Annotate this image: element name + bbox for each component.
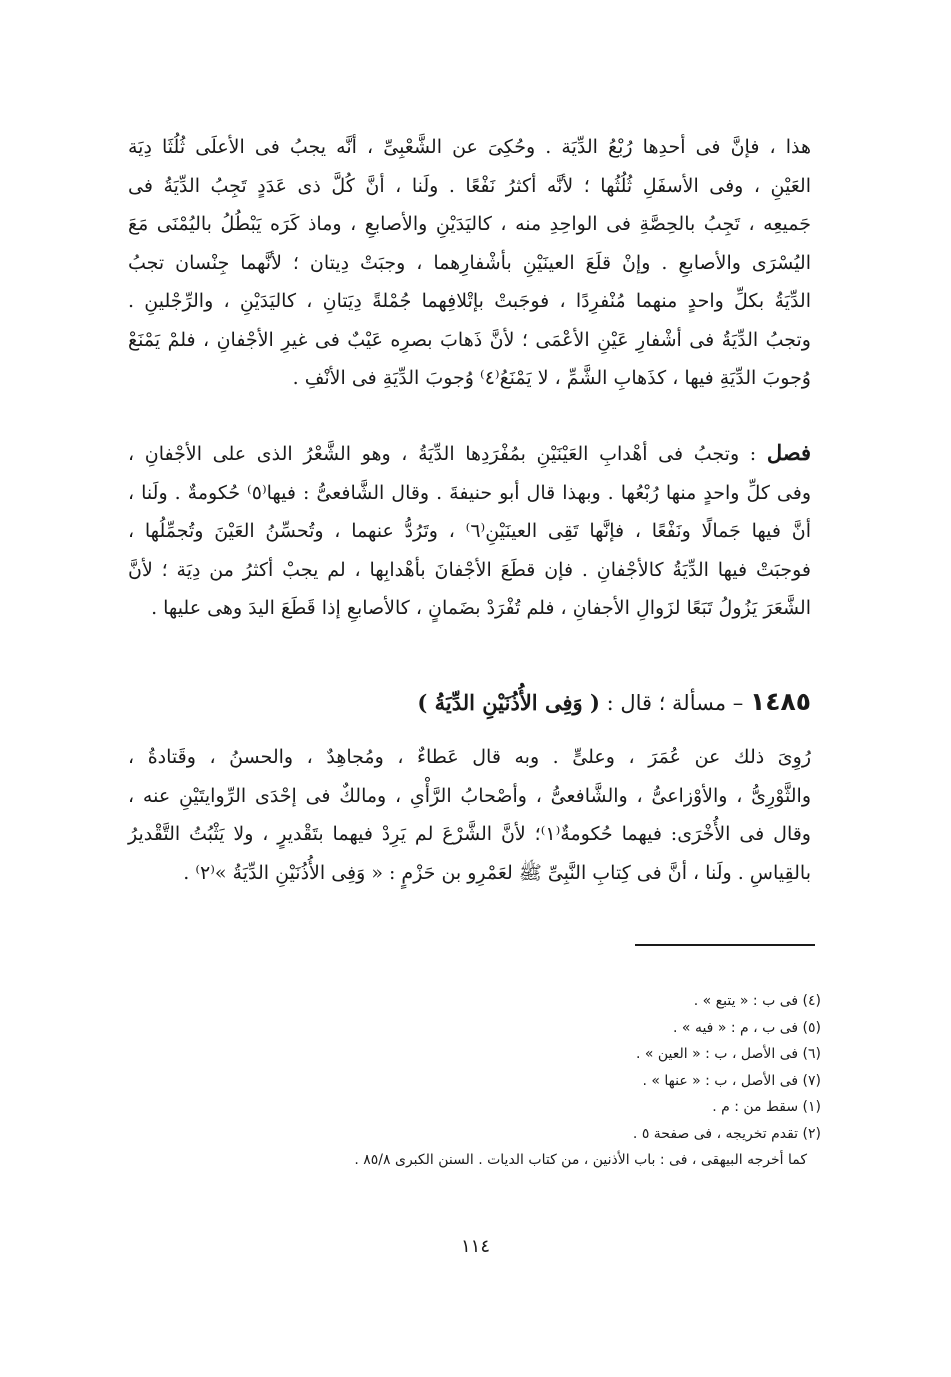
footnote: (٤) فى ب : « يتبع » . <box>693 993 821 1009</box>
text-line: هذا ، فإنَّ فى أحدِها رُبْعُ الدِّيَة . وحُكِىَ عن الشَّعْبِىِّ ، أنَّه يجبُ فى الأعلَى ثُلُثَا دِيَة <box>128 136 811 158</box>
footnote: (٢) تقدم تخريجه ، فى صفحة ٥ . <box>632 1125 821 1142</box>
footnote: كما أخرجه البيهقى ، فى : باب الأذنين ، من كتاب الديات . السنن الكبرى ٨٥/٨ . <box>354 1152 807 1168</box>
text-line: فوجبَتْ فيها الدِّيَةُ كالأجْفانِ . فإن قطَعَ الأجْفانَ بأهْدابِها ، لم يجبْ أكثرُ من دِيَة ؛ لأنَّ <box>128 558 811 581</box>
text-line: وُجوبَ الدِّيَةِ فيها ، كذَهابِ الشَّمِّ ، لا يَمْنَعُ⁽٤⁾ وُجوبَ الدِّيَةِ فى الأنْفِ . <box>292 367 811 389</box>
text-line: جَميعِه ، تَجِبُ بالحِصَّةِ فى الواحِدِ منه ، كاليَدَيْنِ والأصابعِ ، وماذ كَرَه يَبْطُلُ باليُمْنَى مَعَ <box>128 213 811 235</box>
footnote: (٦) فى الأصل ، ب : « العين » . <box>635 1046 821 1062</box>
text-line: وتجبُ الدِّيَةُ فى أشْفارِ عَيْنِ الأعْمَى ؛ لأنَّ ذَهابَ بصرِه عَيْبٌ فى غيرِ الأجْفانِ ، فلمْ يَمْنَعْ <box>128 328 811 351</box>
section-label: فصل <box>766 440 811 465</box>
text-line: بالقِياسِ . ولَنا ، أنَّ فى كِتابِ النَّبِىِّ ﷺ لعَمْرِو بن حَزْمٍ : « وَفِى الأُذُنَيْنِ الدِّيَةُ »⁽٢⁾ . <box>183 861 811 884</box>
text-line: وفى كلِّ واحدٍ منها رُبْعُها . وبهذا قال أبو حنيفةَ . وقال الشَّافعىُّ : فيها⁽٥⁾ حُكومةٌ . ولَنا ، <box>128 481 812 504</box>
issue-prefix: – مسألة ؛ قال : <box>606 691 744 715</box>
issue-heading <box>128 682 811 723</box>
text-line: الشَّعَرَ يَزُولُ تَبَعًا لزَوالِ الأجفانِ ، فلم تُفْرَدْ بضَمانٍ ، كالأصابعِ إذا قَطَعَ اليدَ وهى عليها . <box>151 597 811 619</box>
footnotes <box>128 988 821 1174</box>
footnote-divider <box>635 944 815 946</box>
text-line: اليُسْرَى والأصابعِ . وإنْ قلَعَ العينَيْنِ بأشْفارِهما ، وجبَتْ دِيتان ؛ لأنَّهما جِنْسان تجبُ <box>128 251 811 274</box>
paragraph-diya-of-eyelids <box>128 128 811 398</box>
text-line <box>128 434 811 474</box>
issue-quote: ( وَفِى الأُذُنَيْنِ الدِّيَةُ ) <box>417 690 600 715</box>
text-line: وقال فى الأُخْرَى: فيهما حُكومةٌ⁽١⁾؛ لأنَّ الشَّرْعَ لم يَرِدْ فيهما بتَقْديرٍ ، ولا يَثْبُتُ التَّقْديرُ <box>128 823 811 845</box>
issue-number: ١٤٨٥ <box>749 687 811 716</box>
text-line: الدِّيَةُ بكلِّ واحدٍ منهما مُنْفرِدًا ، فوجَبتْ بإتْلافِهما جُمْلةً دِيَتانِ ، كاليَدَيْنِ ، والرِّجْلينِ . <box>128 290 811 312</box>
text-line: والثَّوْرِىُّ ، والأوْزاعىُّ ، والشَّافعىُّ ، وأصْحابُ الرَّأْىِ ، ومالكٌ فى إحْدَى الرِّوايتَيْنِ عنه ، <box>128 784 811 807</box>
footnote: (٧) فى الأصل ، ب : « عنها » . <box>642 1072 821 1089</box>
footnote: (١) سقط من : م . <box>712 1099 821 1115</box>
text-line: رُوِىَ ذلك عن عُمَرَ ، وعلىٍّ . وبه قال عَطاءٌ ، ومُجاهِدٌ ، والحسنُ ، وقَتادةُ ، <box>128 746 811 768</box>
paragraph-ears <box>128 738 811 892</box>
footnote: (٥) فى ب ، م : « فيه » . <box>673 1019 821 1036</box>
text-line: أنَّ فيها جَمالًا ونَفْعًا ، فإنَّها تَقِى العينَيْنِ⁽٦⁾ ، وتَرُدُّ عنهما ، وتُحسِّنُ العَيْنَ وتُجمِّلُها ، <box>128 520 811 542</box>
paragraph-fasl-eyelashes <box>128 434 811 628</box>
text-line: العَيْنِ ، وفى الأسفَلِ ثُلُثُها ؛ لأنَّه أكثرُ نَفْعًا . ولَنا ، أنَّ كُلَّ ذى عَدَدٍ تَجِبُ الدِّيَةُ فى <box>128 174 811 197</box>
text-line-content: : وتجبُ فى أهْدابِ العَيْنَيْنِ بمُفْرَدِها الدِّيَةُ ، وهو الشَّعْرُ الذى على الأجْفانِ ، <box>128 443 757 465</box>
page-number: ١١٤ <box>460 1236 490 1257</box>
